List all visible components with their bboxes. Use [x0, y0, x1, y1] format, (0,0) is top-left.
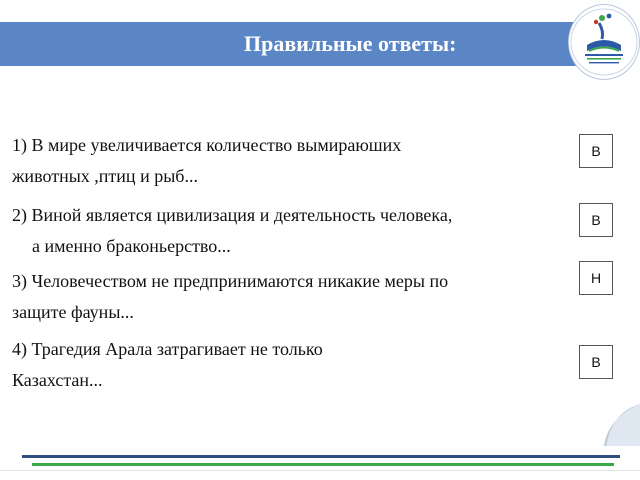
item-4-line-1: 4) Трагедия Арала затрагивает не только: [12, 339, 323, 359]
item-3-line-2: защите фауны...: [12, 302, 134, 322]
list-item: [12, 334, 542, 396]
list-item: [12, 200, 542, 262]
list-item: [12, 266, 542, 328]
item-1-line-2: животных ,птиц и рыб...: [12, 166, 198, 186]
answer-box-4: В: [579, 345, 613, 379]
answer-box-3: Н: [579, 261, 613, 295]
bottom-edge: [0, 470, 640, 471]
item-1-line-1: 1) В мире увеличивается количество вымираюших: [12, 135, 402, 155]
divider-blue: [22, 455, 620, 458]
item-3-line-1: 3) Человечеством не предпринимаются никакие меры по: [12, 271, 449, 291]
school-logo-icon: [568, 4, 640, 80]
title-bar: [0, 22, 600, 66]
page-curl-icon: [604, 404, 640, 446]
divider-green: [32, 463, 614, 466]
list-item: [12, 130, 542, 192]
item-4-line-2: Казахстан...: [12, 370, 103, 390]
page-title: Правильные ответы:: [244, 31, 457, 56]
answer-box-1: В: [579, 134, 613, 168]
answer-box-2: В: [579, 203, 613, 237]
item-2-line-2: а именно браконьерство...: [32, 236, 231, 256]
item-2-line-1: 2) Виной является цивилизация и деятельность человека,: [12, 205, 453, 225]
